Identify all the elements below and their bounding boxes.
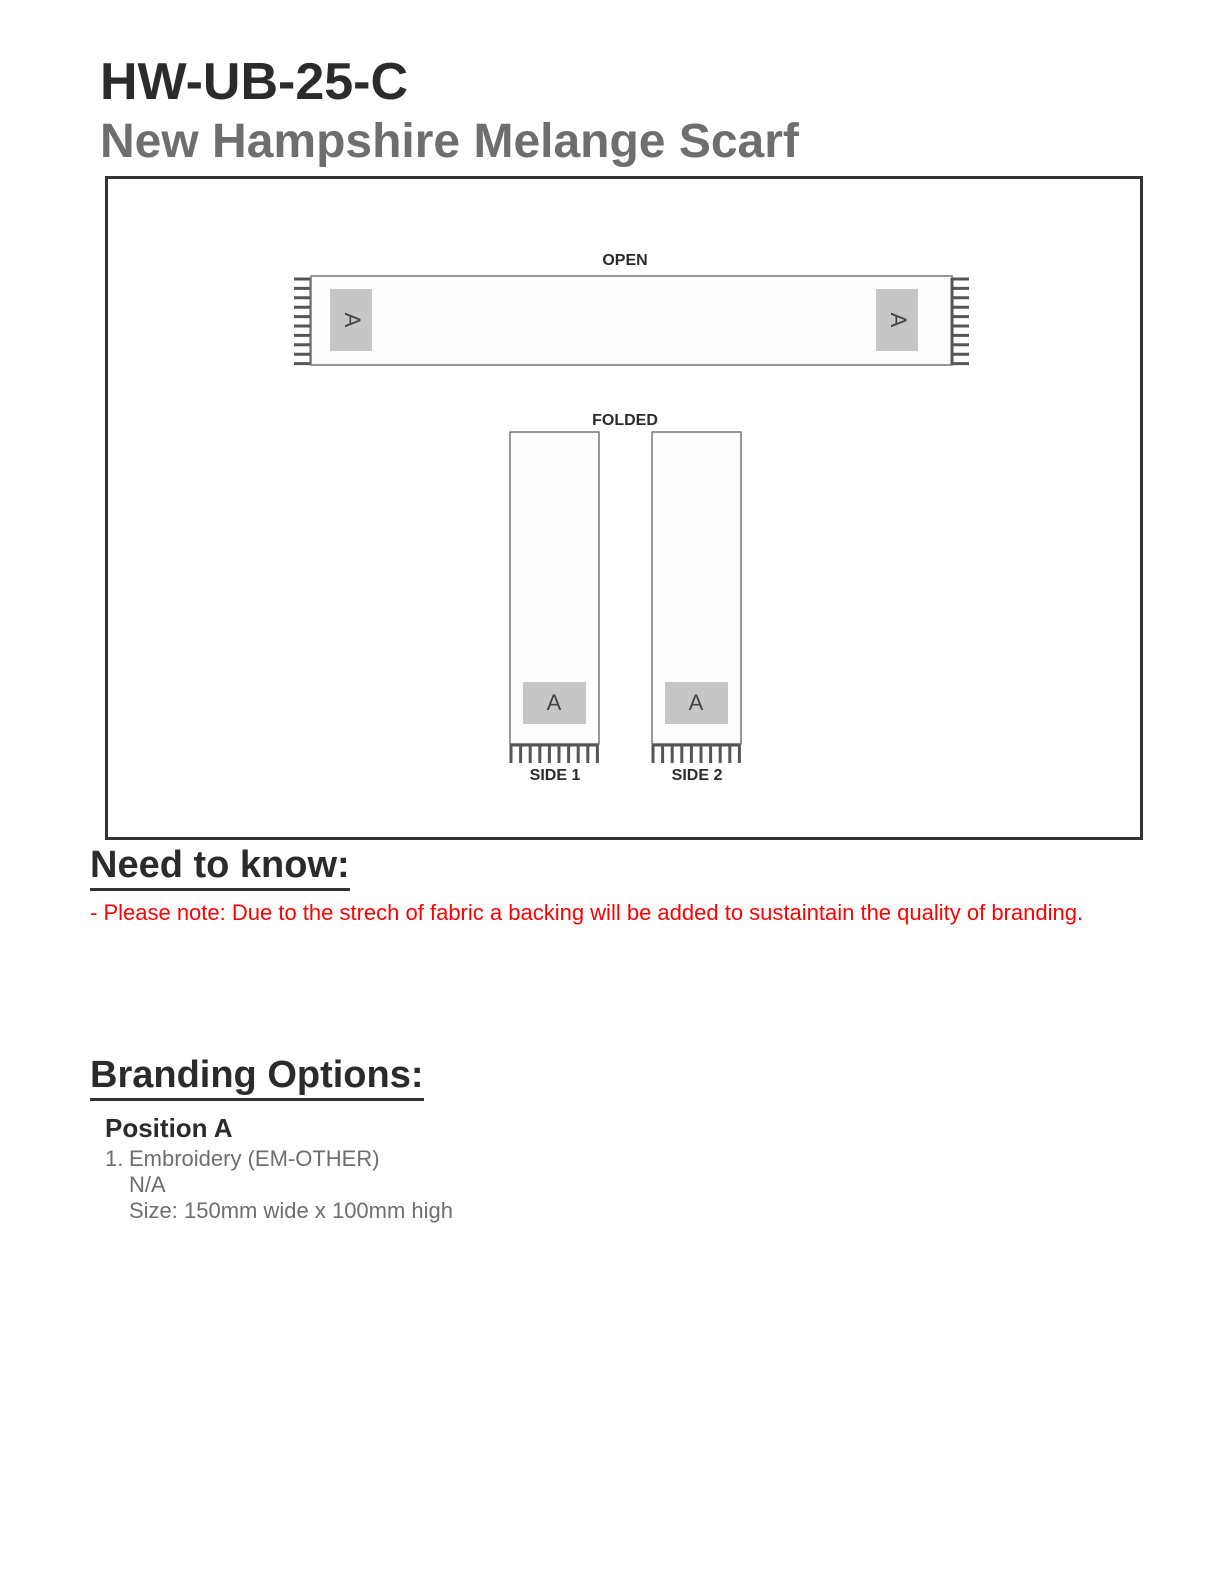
folded-side-2-fringe bbox=[652, 745, 740, 763]
product-code: HW-UB-25-C bbox=[100, 53, 409, 111]
option-number: 1. bbox=[105, 1146, 124, 1171]
open-position-a-left-label: A bbox=[340, 312, 366, 328]
need-to-know-heading: Need to know: bbox=[90, 846, 350, 891]
option-detail: N/A bbox=[129, 1172, 166, 1197]
open-position-a-right-label: A bbox=[886, 312, 912, 328]
side-2-label: SIDE 2 bbox=[671, 767, 723, 784]
option-size: Size: 150mm wide x 100mm high bbox=[129, 1198, 454, 1223]
position-a-option-list bbox=[105, 1146, 453, 1224]
folded-side-1-position-a-label: A bbox=[546, 689, 562, 715]
branding-diagram bbox=[105, 176, 1143, 840]
open-scarf-fringe-left bbox=[294, 276, 312, 367]
branding-options-heading: Branding Options: bbox=[90, 1056, 424, 1101]
scarf-diagram-svg bbox=[108, 179, 1140, 837]
option-method-line bbox=[105, 1146, 453, 1172]
option-method: Embroidery (EM-OTHER) bbox=[129, 1146, 380, 1171]
open-scarf-fringe-right bbox=[952, 278, 969, 365]
open-label: OPEN bbox=[602, 252, 648, 269]
folded-side-2-position-a-label: A bbox=[688, 689, 704, 715]
open-scarf-body bbox=[311, 276, 952, 365]
side-1-label: SIDE 1 bbox=[529, 767, 581, 784]
position-a-title: Position A bbox=[105, 1113, 233, 1143]
fabric-stretch-note: - Please note: Due to the strech of fabric a backing will be added to sustaintain the quality of branding. bbox=[90, 900, 1084, 925]
folded-side-1-fringe bbox=[510, 745, 598, 763]
folded-label: FOLDED bbox=[592, 412, 658, 429]
product-name: New Hampshire Melange Scarf bbox=[100, 115, 799, 168]
